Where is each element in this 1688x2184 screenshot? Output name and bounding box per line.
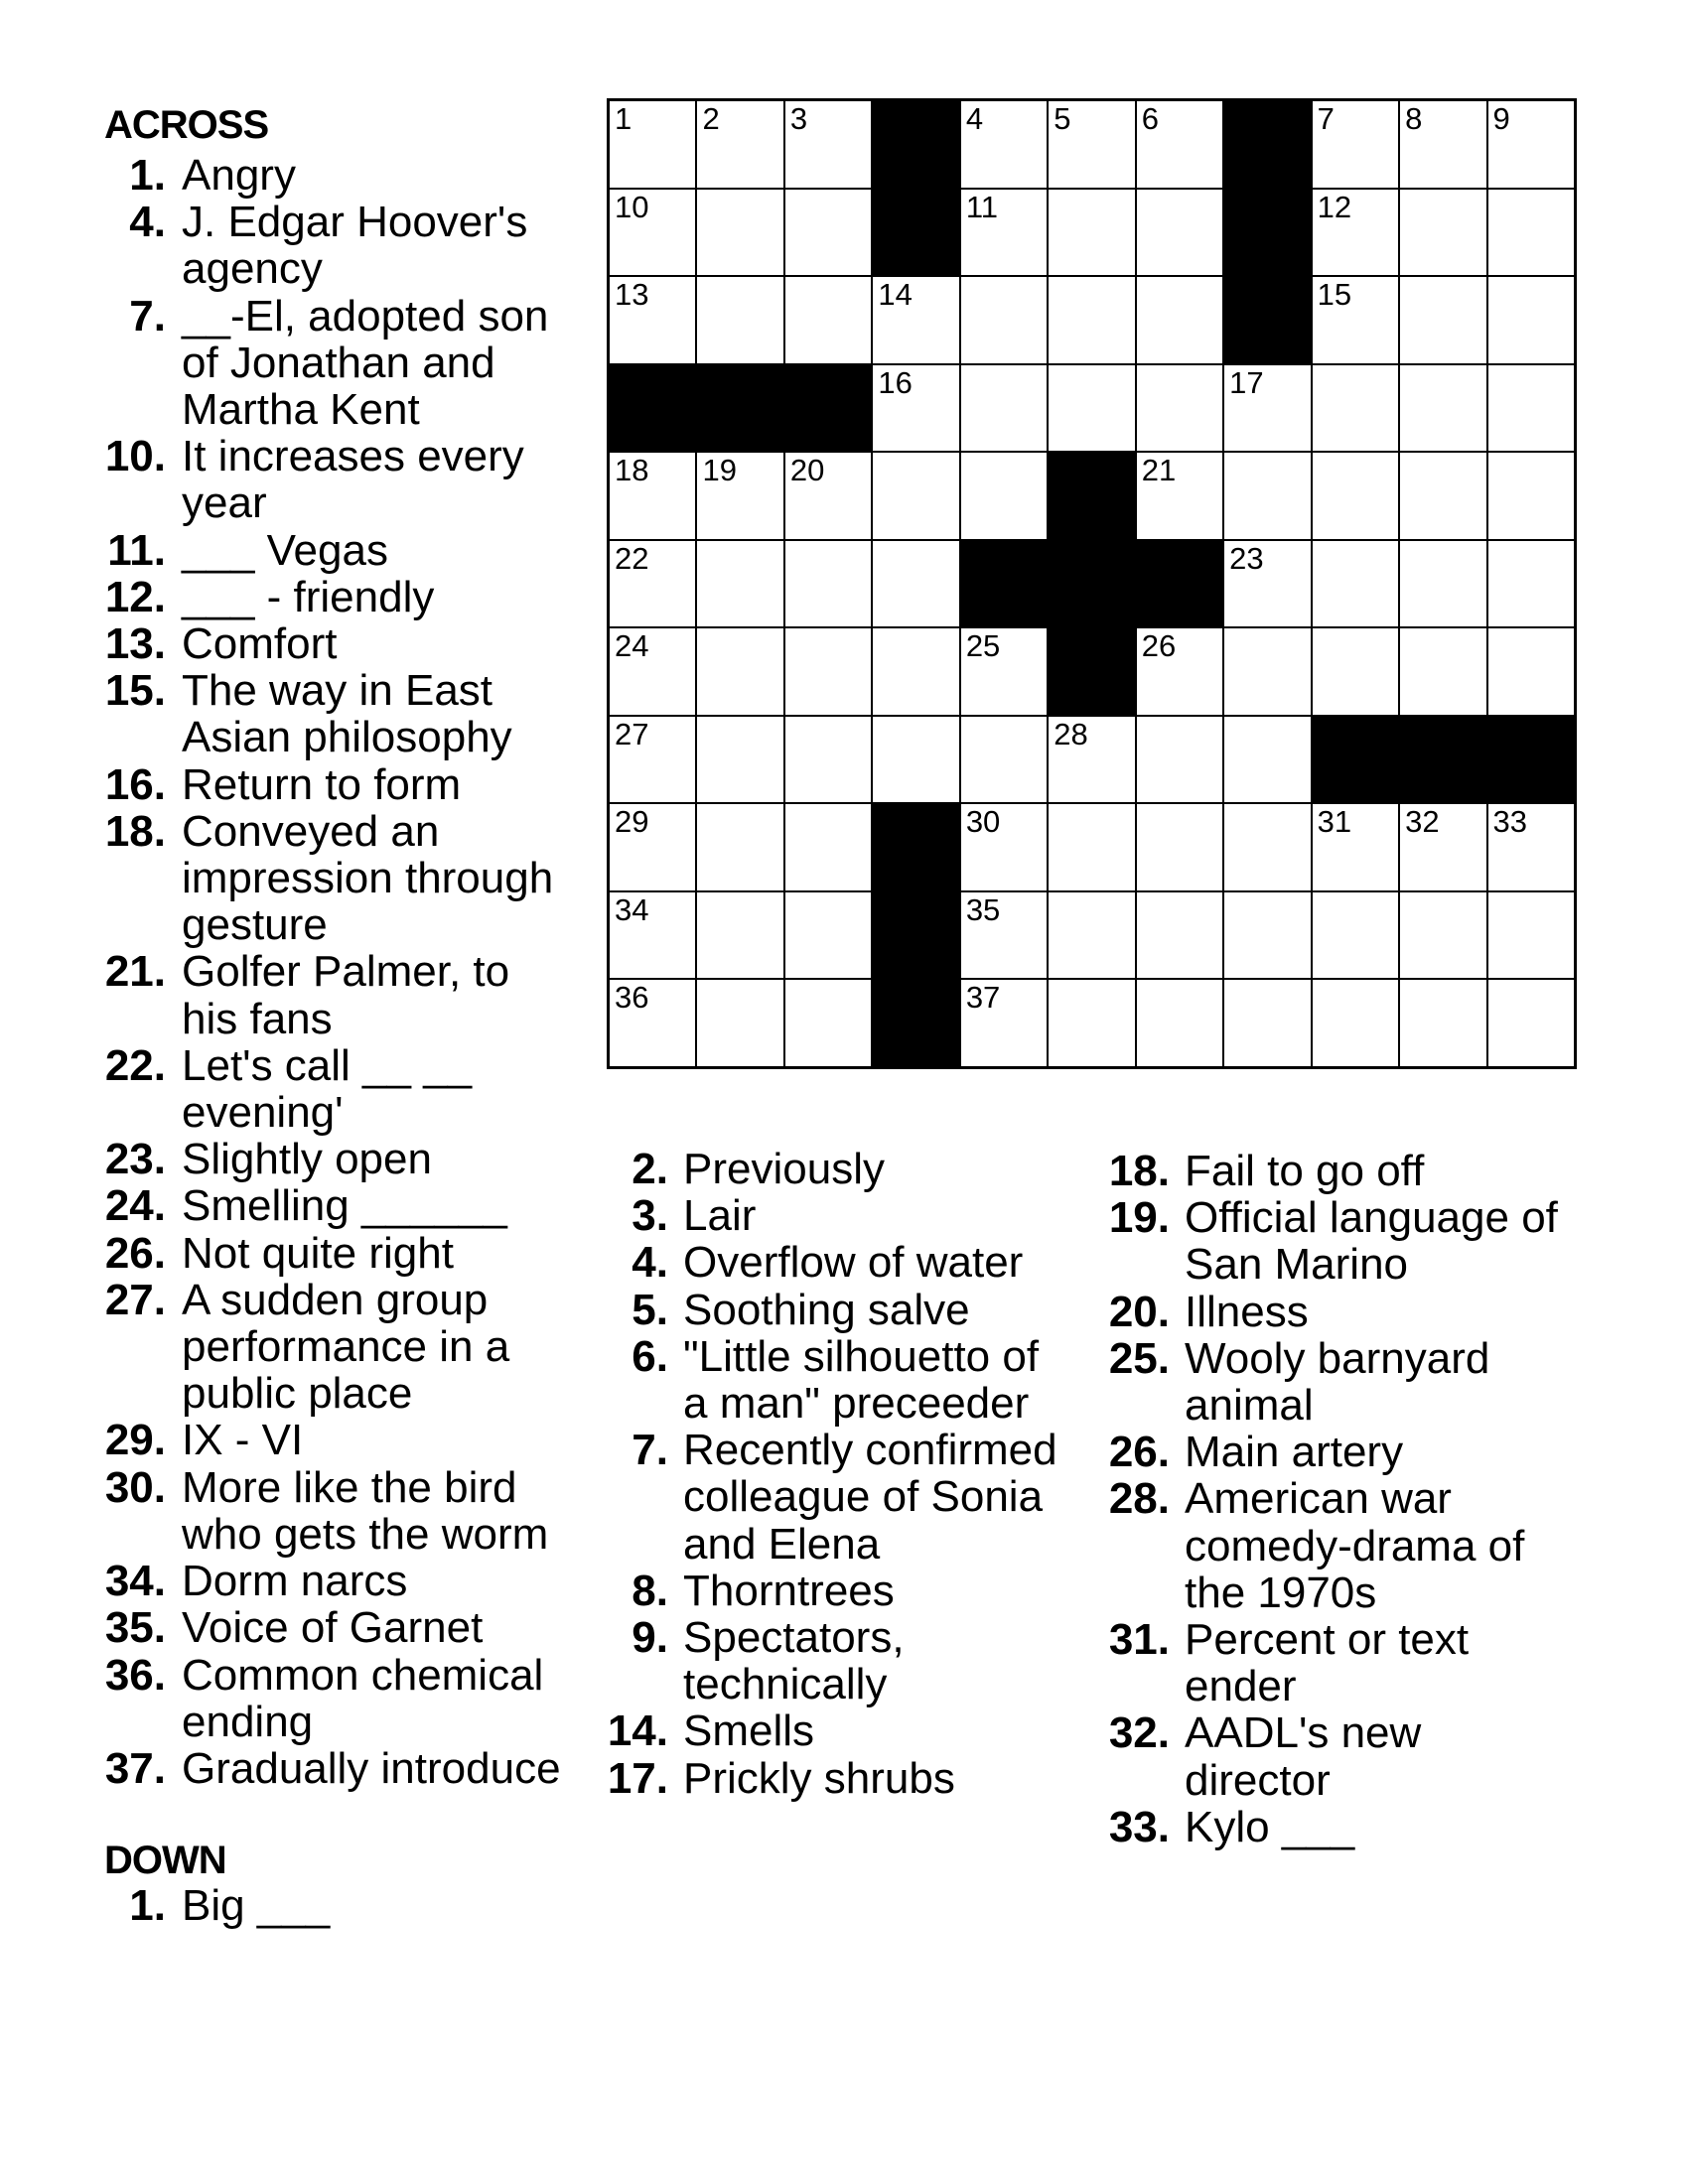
cell-number: 24 xyxy=(615,628,649,664)
cell-number: 23 xyxy=(1229,540,1264,576)
grid-cell[interactable] xyxy=(610,892,695,979)
cell-number: 10 xyxy=(615,189,649,224)
down-clue-list-middle xyxy=(594,1146,1070,1802)
clue-item xyxy=(92,1652,579,1745)
grid-cell[interactable] xyxy=(785,453,871,539)
clue-item xyxy=(92,1417,579,1463)
grid-cell[interactable] xyxy=(785,628,871,715)
clue-number: 1. xyxy=(129,1881,166,1930)
clue-number: 4. xyxy=(129,198,166,247)
grid-cell[interactable] xyxy=(1137,892,1222,979)
grid-cell[interactable] xyxy=(1224,980,1310,1066)
clue-text: IX - VI xyxy=(182,1416,304,1465)
grid-cell[interactable] xyxy=(1313,277,1398,363)
clue-item xyxy=(92,761,579,808)
grid-cell-black xyxy=(1400,717,1485,803)
grid-cell[interactable] xyxy=(961,453,1047,539)
cell-number: 18 xyxy=(615,453,649,488)
grid-cell[interactable] xyxy=(1137,717,1222,803)
clue-item xyxy=(92,527,579,574)
clue-number: 19. xyxy=(1108,1193,1170,1243)
clue-text: Smelling ______ xyxy=(182,1181,507,1231)
cell-number: 36 xyxy=(615,980,649,1016)
grid-cell[interactable] xyxy=(610,101,695,188)
grid-cell[interactable] xyxy=(961,980,1047,1066)
grid-cell[interactable] xyxy=(1400,541,1485,627)
grid-cell[interactable] xyxy=(1488,277,1574,363)
grid-cell[interactable] xyxy=(1137,628,1222,715)
cell-number: 34 xyxy=(615,891,649,927)
grid-cell[interactable] xyxy=(1137,980,1222,1066)
grid-cell[interactable] xyxy=(1224,365,1310,452)
grid-cell[interactable] xyxy=(1313,980,1398,1066)
clue-text: Thorntrees xyxy=(683,1566,895,1615)
clue-number: 24. xyxy=(104,1181,166,1231)
clue-item xyxy=(1095,1429,1572,1475)
clue-number: 34. xyxy=(104,1557,166,1606)
clue-text: J. Edgar Hoover's agency xyxy=(182,198,528,294)
grid-cell[interactable] xyxy=(1313,453,1398,539)
cell-number: 33 xyxy=(1492,804,1528,840)
clue-number: 37. xyxy=(104,1743,166,1793)
clue-text: A sudden group performance in a public place xyxy=(182,1275,510,1419)
grid-cell[interactable] xyxy=(1488,541,1574,627)
clue-item xyxy=(594,1568,1070,1614)
clue-number: 26. xyxy=(1108,1428,1170,1477)
cell-number: 14 xyxy=(878,277,913,313)
clue-number: 23. xyxy=(104,1135,166,1184)
clue-text: Previously xyxy=(683,1145,885,1193)
down-heading: DOWN xyxy=(104,1839,226,1882)
grid-cell[interactable] xyxy=(610,980,695,1066)
grid-cell[interactable] xyxy=(1049,365,1134,452)
grid-cell[interactable] xyxy=(1049,804,1134,890)
clue-item xyxy=(594,1146,1070,1192)
grid-cell[interactable] xyxy=(961,365,1047,452)
clue-item xyxy=(1095,1804,1572,1850)
grid-cell[interactable] xyxy=(697,277,782,363)
grid-cell[interactable] xyxy=(1488,365,1574,452)
grid-cell[interactable] xyxy=(1400,101,1485,188)
cell-number: 13 xyxy=(615,277,649,313)
grid-cell[interactable] xyxy=(961,892,1047,979)
cell-number: 15 xyxy=(1317,277,1352,313)
grid-cell[interactable] xyxy=(697,628,782,715)
clue-number: 22. xyxy=(104,1040,166,1090)
grid-cell[interactable] xyxy=(1224,453,1310,539)
across-heading: ACROSS xyxy=(104,103,269,147)
cell-number: 3 xyxy=(789,101,808,136)
crossword-grid xyxy=(607,98,1577,1069)
clue-number: 18. xyxy=(1108,1147,1170,1195)
clue-item xyxy=(594,1287,1070,1333)
grid-cell-black xyxy=(873,892,958,979)
cell-number: 7 xyxy=(1317,101,1335,136)
grid-cell[interactable] xyxy=(610,541,695,627)
grid-cell[interactable] xyxy=(697,980,782,1066)
clue-item xyxy=(92,1136,579,1182)
clue-text: Lair xyxy=(683,1191,757,1241)
cell-number: 31 xyxy=(1317,804,1352,840)
clue-text: Fail to go off xyxy=(1185,1147,1425,1195)
clue-number: 2. xyxy=(632,1145,668,1193)
clue-number: 6. xyxy=(632,1331,668,1381)
cell-number: 8 xyxy=(1405,101,1423,136)
grid-cell[interactable] xyxy=(873,453,958,539)
clue-text: Not quite right xyxy=(182,1228,454,1278)
grid-cell-black xyxy=(1049,541,1134,627)
grid-cell-black xyxy=(1488,717,1574,803)
clue-number: 29. xyxy=(104,1416,166,1465)
grid-cell-black xyxy=(785,365,871,452)
down-clue-list-right xyxy=(1095,1148,1572,1850)
grid-cell-black xyxy=(961,541,1047,627)
clue-text: Overflow of water xyxy=(683,1238,1024,1288)
cell-number: 25 xyxy=(965,628,1001,664)
clue-number: 7. xyxy=(129,291,166,341)
grid-cell-black xyxy=(1224,101,1310,188)
grid-cell-black xyxy=(873,980,958,1066)
clue-number: 13. xyxy=(104,619,166,669)
clue-item xyxy=(1095,1335,1572,1429)
grid-cell[interactable] xyxy=(1400,892,1485,979)
clue-item xyxy=(1095,1194,1572,1288)
clue-text: Official language of San Marino xyxy=(1185,1193,1558,1290)
grid-cell[interactable] xyxy=(1137,190,1222,276)
clue-item xyxy=(92,1182,579,1229)
grid-cell[interactable] xyxy=(1224,717,1310,803)
cell-number: 20 xyxy=(789,453,825,488)
grid-cell[interactable] xyxy=(1049,892,1134,979)
cell-number: 6 xyxy=(1141,101,1159,136)
grid-cell[interactable] xyxy=(1313,541,1398,627)
clue-item xyxy=(92,808,579,949)
clue-item xyxy=(92,667,579,760)
clue-item xyxy=(594,1239,1070,1286)
clue-item xyxy=(92,433,579,526)
clue-item xyxy=(92,1882,579,1929)
grid-cell[interactable] xyxy=(1313,190,1398,276)
grid-cell[interactable] xyxy=(1313,892,1398,979)
clue-item xyxy=(1095,1148,1572,1194)
clue-text: Voice of Garnet xyxy=(182,1603,484,1653)
clue-text: Let's call __ __ evening' xyxy=(182,1040,473,1138)
grid-cell[interactable] xyxy=(961,804,1047,890)
grid-cell[interactable] xyxy=(1488,628,1574,715)
grid-cell[interactable] xyxy=(1137,365,1222,452)
grid-cell-black xyxy=(1137,541,1222,627)
clue-item xyxy=(92,948,579,1041)
grid-cell[interactable] xyxy=(1313,101,1398,188)
grid-cell-black xyxy=(697,365,782,452)
grid-cell[interactable] xyxy=(697,717,782,803)
down-clue-list-first xyxy=(92,1882,579,1929)
grid-cell[interactable] xyxy=(697,804,782,890)
grid-cell[interactable] xyxy=(610,453,695,539)
clue-item xyxy=(1095,1475,1572,1616)
clue-text: More like the bird who gets the worm xyxy=(182,1462,549,1559)
clue-text: Slightly open xyxy=(182,1135,432,1184)
clue-number: 20. xyxy=(1108,1287,1170,1336)
grid-cell[interactable] xyxy=(873,628,958,715)
clue-item xyxy=(1095,1709,1572,1803)
grid-cell[interactable] xyxy=(1224,541,1310,627)
clue-number: 15. xyxy=(104,666,166,716)
grid-cell[interactable] xyxy=(1137,453,1222,539)
clue-number: 5. xyxy=(632,1285,668,1334)
grid-cell[interactable] xyxy=(785,804,871,890)
grid-cell[interactable] xyxy=(1400,628,1485,715)
grid-cell[interactable] xyxy=(961,717,1047,803)
clue-number: 9. xyxy=(632,1613,668,1663)
grid-cell-black xyxy=(1049,453,1134,539)
grid-cell-black xyxy=(1049,628,1134,715)
grid-cell[interactable] xyxy=(873,541,958,627)
grid-cell-black xyxy=(873,804,958,890)
clue-item xyxy=(92,152,579,199)
clue-number: 4. xyxy=(632,1238,668,1288)
grid-cell[interactable] xyxy=(961,101,1047,188)
cell-number: 5 xyxy=(1054,101,1071,136)
grid-cell[interactable] xyxy=(1400,980,1485,1066)
clue-text: Illness xyxy=(1185,1287,1309,1336)
clue-item xyxy=(92,1558,579,1604)
clue-number: 36. xyxy=(104,1650,166,1700)
grid-cell[interactable] xyxy=(785,277,871,363)
clue-text: __-El, adopted son of Jonathan and Martha Kent xyxy=(182,291,549,435)
grid-cell[interactable] xyxy=(1488,101,1574,188)
clue-number: 7. xyxy=(632,1426,668,1475)
clue-number: 12. xyxy=(104,572,166,621)
grid-cell[interactable] xyxy=(1400,804,1485,890)
clue-item xyxy=(92,293,579,434)
clue-text: Main artery xyxy=(1185,1428,1404,1477)
grid-cell[interactable] xyxy=(1137,101,1222,188)
clue-number: 18. xyxy=(104,806,166,856)
clue-number: 21. xyxy=(104,947,166,997)
grid-cell-black xyxy=(873,190,958,276)
clue-item xyxy=(594,1192,1070,1239)
clue-text: Smells xyxy=(683,1706,815,1756)
grid-cell[interactable] xyxy=(1313,804,1398,890)
cell-number: 35 xyxy=(965,891,1001,927)
clue-text: ___ - friendly xyxy=(182,572,435,621)
clue-item xyxy=(594,1707,1070,1754)
clue-number: 11. xyxy=(107,525,166,575)
grid-cell[interactable] xyxy=(1137,277,1222,363)
grid-cell[interactable] xyxy=(610,190,695,276)
grid-cell[interactable] xyxy=(1313,628,1398,715)
cell-number: 30 xyxy=(965,804,1001,840)
cell-number: 16 xyxy=(878,364,913,400)
grid-cell[interactable] xyxy=(785,190,871,276)
clue-item xyxy=(1095,1289,1572,1335)
clue-number: 31. xyxy=(1108,1615,1170,1665)
clue-number: 8. xyxy=(632,1566,668,1615)
clue-item xyxy=(594,1755,1070,1802)
cell-number: 12 xyxy=(1317,189,1352,224)
clue-text: It increases every year xyxy=(182,432,524,528)
grid-cell[interactable] xyxy=(1488,190,1574,276)
cell-number: 37 xyxy=(965,980,1001,1016)
grid-cell[interactable] xyxy=(1400,453,1485,539)
cell-number: 1 xyxy=(615,101,633,136)
clue-text: Soothing salve xyxy=(683,1285,970,1334)
grid-cell[interactable] xyxy=(1400,190,1485,276)
grid-cell[interactable] xyxy=(1224,628,1310,715)
clue-item xyxy=(92,1277,579,1418)
clue-item xyxy=(92,620,579,667)
clue-item xyxy=(92,1604,579,1651)
grid-cell[interactable] xyxy=(1049,190,1134,276)
grid-cell-black xyxy=(1224,277,1310,363)
clue-text: Wooly barnyard animal xyxy=(1185,1333,1490,1431)
cell-number: 11 xyxy=(965,189,998,224)
grid-cell[interactable] xyxy=(961,628,1047,715)
clue-text: Angry xyxy=(182,151,296,200)
clue-text: Percent or text ender xyxy=(1185,1615,1470,1711)
grid-cell[interactable] xyxy=(610,717,695,803)
cell-number: 19 xyxy=(702,453,737,488)
grid-cell[interactable] xyxy=(873,717,958,803)
cell-number: 22 xyxy=(615,540,649,576)
clue-item xyxy=(594,1333,1070,1427)
grid-cell[interactable] xyxy=(697,892,782,979)
grid-cell[interactable] xyxy=(697,453,782,539)
grid-cell[interactable] xyxy=(785,541,871,627)
grid-cell[interactable] xyxy=(1224,892,1310,979)
clue-item xyxy=(92,1042,579,1136)
clue-number: 25. xyxy=(1108,1333,1170,1383)
clue-text: "Little silhouetto of a man" preceeder xyxy=(683,1331,1040,1429)
grid-cell-black xyxy=(1313,717,1398,803)
grid-cell[interactable] xyxy=(610,804,695,890)
grid-cell[interactable] xyxy=(1049,717,1134,803)
clue-number: 1. xyxy=(129,151,166,200)
grid-cell[interactable] xyxy=(610,277,695,363)
grid-cell[interactable] xyxy=(1400,365,1485,452)
clue-text: Kylo ___ xyxy=(1185,1802,1355,1851)
cell-number: 29 xyxy=(615,804,649,840)
grid-cell[interactable] xyxy=(697,101,782,188)
clue-text: Prickly shrubs xyxy=(683,1753,955,1803)
grid-cell[interactable] xyxy=(1488,453,1574,539)
grid-cell[interactable] xyxy=(1313,365,1398,452)
clue-number: 16. xyxy=(104,759,166,809)
grid-cell[interactable] xyxy=(1049,277,1134,363)
grid-cell[interactable] xyxy=(785,892,871,979)
clue-number: 14. xyxy=(607,1706,668,1756)
grid-cell[interactable] xyxy=(873,277,958,363)
clue-text: Common chemical ending xyxy=(182,1650,544,1746)
cell-number: 28 xyxy=(1054,716,1088,751)
clue-number: 10. xyxy=(104,432,166,481)
clue-item xyxy=(92,574,579,620)
grid-cell[interactable] xyxy=(697,190,782,276)
clue-text: Recently confirmed colleague of Sonia and Elena xyxy=(683,1426,1057,1569)
clue-text: Big ___ xyxy=(182,1881,331,1930)
grid-cell-black xyxy=(1224,190,1310,276)
grid-cell[interactable] xyxy=(1488,804,1574,890)
cell-number: 27 xyxy=(615,716,649,751)
clue-number: 30. xyxy=(104,1462,166,1512)
grid-cell-black xyxy=(873,101,958,188)
clue-text: Gradually introduce xyxy=(182,1743,561,1793)
clue-text: Comfort xyxy=(182,619,338,669)
cell-number: 17 xyxy=(1229,364,1264,400)
grid-cell[interactable] xyxy=(785,101,871,188)
clue-item xyxy=(594,1427,1070,1568)
clue-number: 26. xyxy=(104,1228,166,1278)
cell-number: 9 xyxy=(1492,101,1510,136)
clue-item xyxy=(92,1230,579,1277)
grid-cell[interactable] xyxy=(1137,804,1222,890)
clue-number: 27. xyxy=(104,1275,166,1324)
clue-item xyxy=(594,1614,1070,1707)
clue-text: Conveyed an impression through gesture xyxy=(182,806,554,950)
clue-text: The way in East Asian philosophy xyxy=(182,666,512,762)
clue-item xyxy=(1095,1616,1572,1709)
grid-cell[interactable] xyxy=(1488,892,1574,979)
clue-text: Return to form xyxy=(182,759,462,809)
grid-cell[interactable] xyxy=(785,980,871,1066)
clue-number: 35. xyxy=(104,1603,166,1653)
clue-number: 17. xyxy=(607,1753,668,1803)
grid-cell[interactable] xyxy=(697,541,782,627)
grid-cell[interactable] xyxy=(1049,101,1134,188)
grid-cell-black xyxy=(610,365,695,452)
cell-number: 21 xyxy=(1141,453,1177,488)
clue-item xyxy=(92,199,579,292)
clue-text: ___ Vegas xyxy=(182,525,388,575)
clue-number: 33. xyxy=(1108,1802,1170,1851)
cell-number: 26 xyxy=(1141,628,1177,664)
clue-text: American war comedy-drama of the 1970s xyxy=(1185,1474,1525,1617)
clue-item xyxy=(92,1745,579,1792)
clue-text: Spectators, technically xyxy=(683,1613,905,1709)
clue-text: Golfer Palmer, to his fans xyxy=(182,947,510,1043)
across-clue-list xyxy=(92,152,579,1792)
clue-item xyxy=(92,1464,579,1558)
grid-cell[interactable] xyxy=(961,190,1047,276)
clue-text: Dorm narcs xyxy=(182,1557,408,1606)
grid-cell[interactable] xyxy=(1488,980,1574,1066)
cell-number: 32 xyxy=(1405,804,1440,840)
clue-number: 28. xyxy=(1108,1474,1170,1524)
clue-number: 3. xyxy=(632,1191,668,1241)
cell-number: 4 xyxy=(965,101,984,136)
clue-number: 32. xyxy=(1108,1708,1170,1758)
cell-number: 2 xyxy=(702,101,720,136)
grid-cell[interactable] xyxy=(610,628,695,715)
grid-cell[interactable] xyxy=(785,717,871,803)
grid-cell[interactable] xyxy=(1400,277,1485,363)
grid-cell[interactable] xyxy=(1224,804,1310,890)
grid-cell[interactable] xyxy=(873,365,958,452)
grid-cell[interactable] xyxy=(1049,980,1134,1066)
grid-cell[interactable] xyxy=(961,277,1047,363)
clue-text: AADL's new director xyxy=(1185,1708,1422,1805)
